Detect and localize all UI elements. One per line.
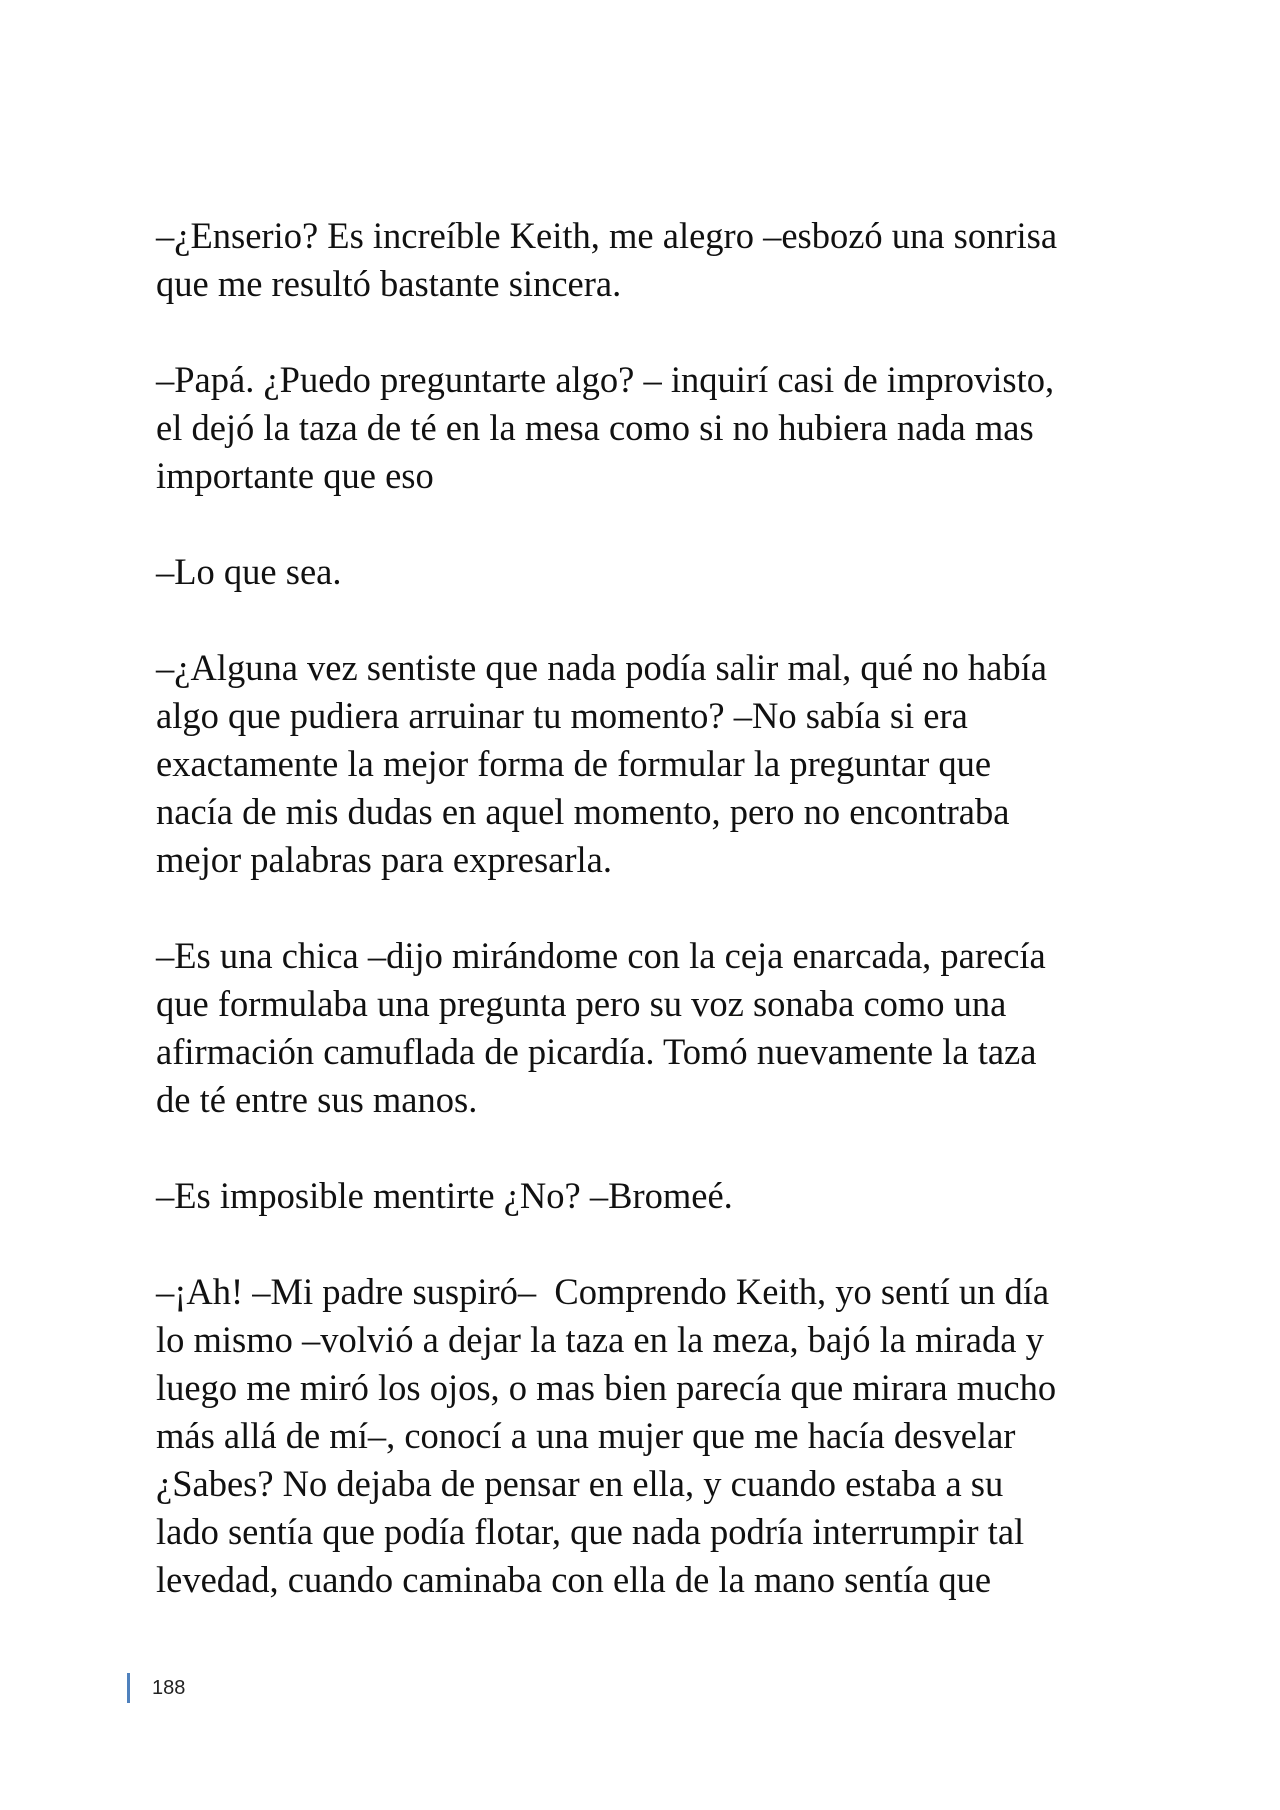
paragraph: [156, 356, 1136, 500]
text-line: algo que pudiera arruinar tu momento? –No sabía si era: [156, 695, 968, 736]
text-line: exactamente la mejor forma de formular la preguntar que: [156, 743, 992, 784]
paragraph: [156, 548, 1136, 596]
text-line: –¿Alguna vez sentiste que nada podía salir mal, qué no había: [156, 647, 1047, 688]
paragraph: [156, 1172, 1136, 1220]
page-number: 188: [152, 1676, 186, 1699]
paragraph: [156, 212, 1136, 308]
text-line: –Papá. ¿Puedo preguntarte algo? – inquirí casi de improvisto,: [156, 359, 1055, 400]
text-line: –Es imposible mentirte ¿No? –Bromeé.: [156, 1175, 733, 1216]
text-line: –Lo que sea.: [156, 551, 342, 592]
text-line: que me resultó bastante sincera.: [156, 263, 622, 304]
text-line: más allá de mí–, conocí a una mujer que me hacía desvelar: [156, 1415, 1016, 1456]
page-footer: [127, 1673, 185, 1703]
text-line: ¿Sabes? No dejaba de pensar en ella, y cuando estaba a su: [156, 1463, 1004, 1504]
text-line: nacía de mis dudas en aquel momento, pero no encontraba: [156, 791, 1010, 832]
text-line: luego me miró los ojos, o mas bien parecía que mirara mucho: [156, 1367, 1057, 1408]
text-line: el dejó la taza de té en la mesa como si no hubiera nada mas: [156, 407, 1034, 448]
text-line: mejor palabras para expresarla.: [156, 839, 613, 880]
text-line: levedad, cuando caminaba con ella de la mano sentía que: [156, 1559, 992, 1600]
paragraph: [156, 1268, 1136, 1604]
text-line: –Es una chica –dijo mirándome con la ceja enarcada, parecía: [156, 935, 1046, 976]
text-line: de té entre sus manos.: [156, 1079, 478, 1120]
text-line: lo mismo –volvió a dejar la taza en la meza, bajó la mirada y: [156, 1319, 1044, 1360]
text-line: afirmación camuflada de picardía. Tomó nuevamente la taza: [156, 1031, 1037, 1072]
body-text: [156, 212, 1136, 1652]
paragraph: [156, 932, 1136, 1124]
footer-accent-bar: [127, 1673, 130, 1703]
text-line: –¿Enserio? Es increíble Keith, me alegro –esbozó una sonrisa: [156, 215, 1058, 256]
text-line: lado sentía que podía flotar, que nada podría interrumpir tal: [156, 1511, 1025, 1552]
text-line: –¡Ah! –Mi padre suspiró– Comprendo Keith, yo sentí un día: [156, 1271, 1050, 1312]
text-line: que formulaba una pregunta pero su voz sonaba como una: [156, 983, 1007, 1024]
text-line: importante que eso: [156, 455, 434, 496]
paragraph: [156, 644, 1136, 884]
